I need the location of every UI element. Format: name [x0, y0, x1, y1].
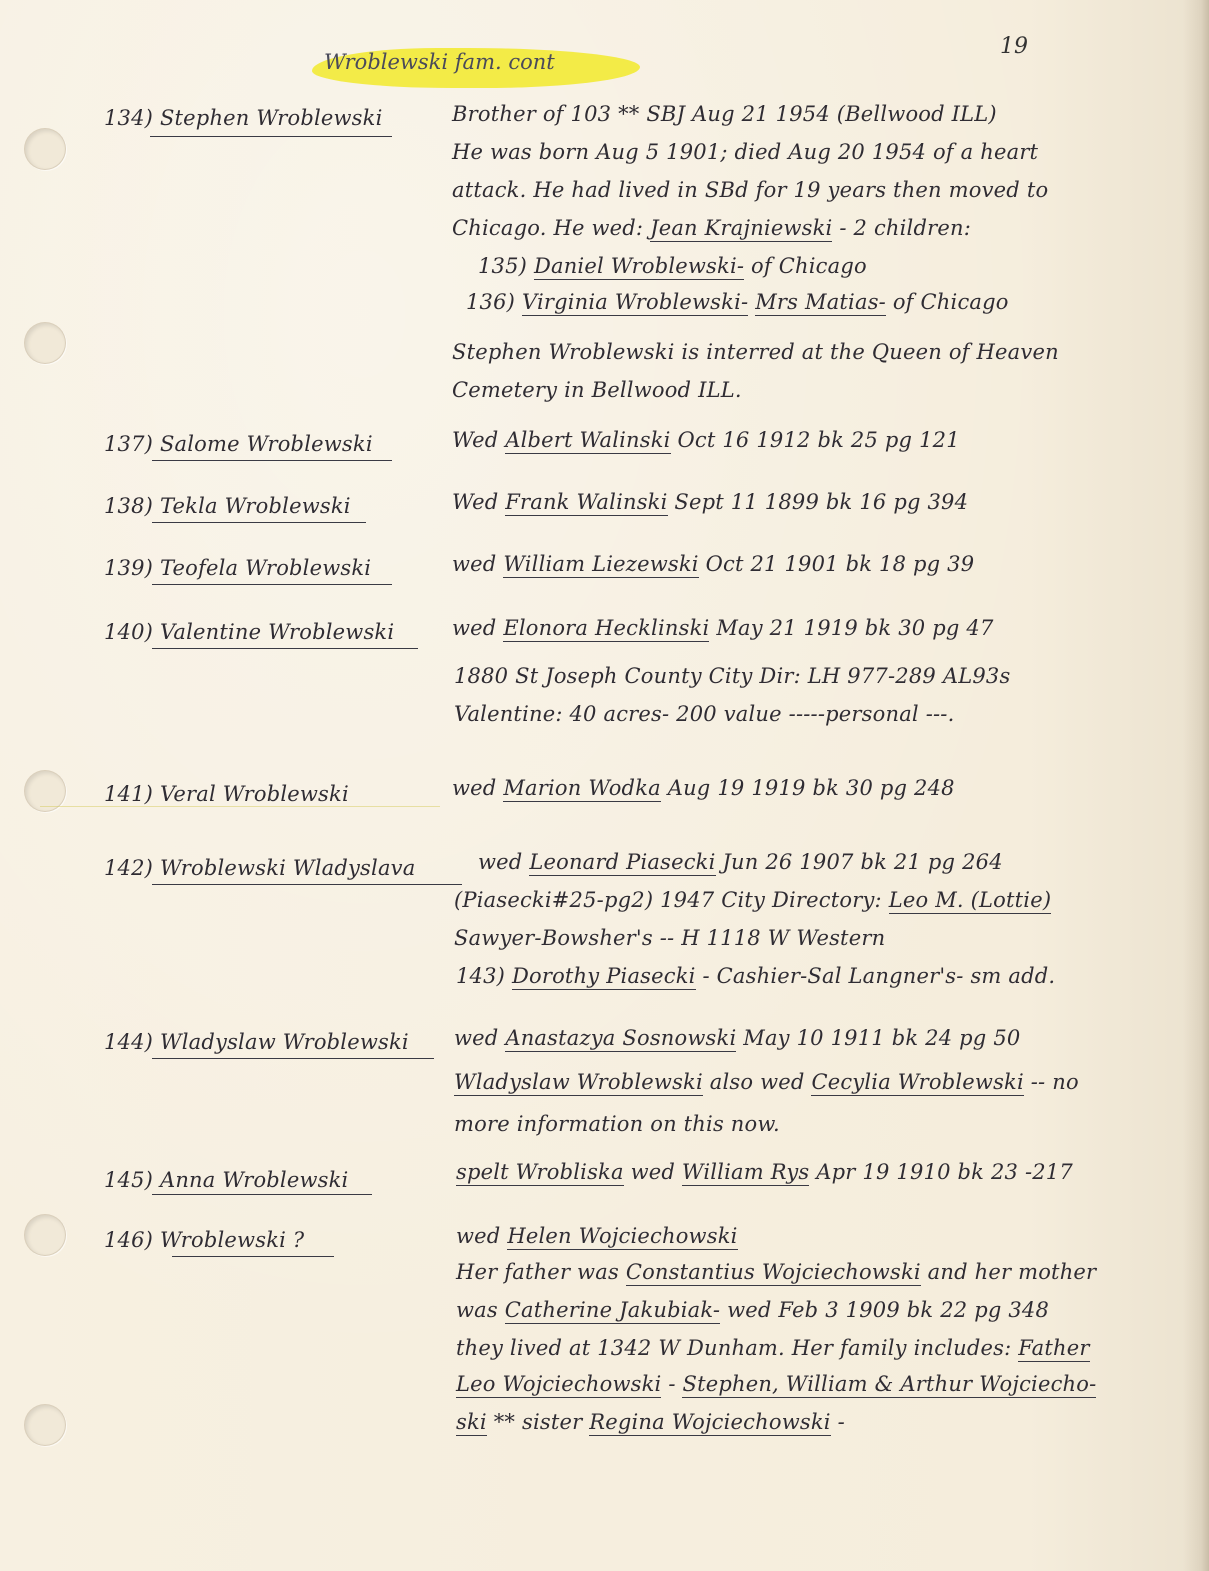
binder-hole-4 [24, 1214, 66, 1256]
entry-134-line-5: Stephen Wroblewski is interred at the Queen of Heaven [452, 340, 1059, 364]
page-title [312, 42, 642, 94]
entry-140-name: 140) Valentine Wroblewski [104, 620, 395, 644]
entry-145-detail: spelt Wrobliska wed William Rys Apr 19 1910 bk 23 -217 [456, 1160, 1073, 1184]
entry-146-name-underline [172, 1256, 334, 1257]
entry-134-name-underline [150, 136, 392, 137]
entry-146-line-4: they lived at 1342 W Dunham. Her family includes: Father [456, 1336, 1090, 1360]
entry-144-line-3: more information on this now. [454, 1112, 780, 1136]
entry-144-line-2: Wladyslaw Wroblewski also wed Cecylia Wroblewski -- no [454, 1070, 1079, 1094]
entry-139-name-underline [152, 584, 392, 585]
entry-146-line-3: was Catherine Jakubiak- wed Feb 3 1909 bk 22 pg 348 [456, 1298, 1050, 1322]
entry-142-name: 142) Wroblewski Wladyslava [104, 856, 416, 880]
entry-142-name-underline [152, 884, 462, 885]
page-title-text: Wroblewski fam. cont [324, 50, 555, 74]
entry-141-detail: wed Marion Wodka Aug 19 1919 bk 30 pg 248 [452, 776, 955, 800]
binder-hole-1 [24, 128, 66, 170]
entry-144-name-underline [152, 1058, 434, 1059]
entry-134-line-1: Brother of 103 ** SBJ Aug 21 1954 (Bellwood ILL) [452, 102, 997, 126]
entry-142-line-2: (Piasecki#25-pg2) 1947 City Directory: Leo M. (Lottie) [454, 888, 1052, 912]
entry-146-line-2: Her father was Constantius Wojciechowski and her mother [456, 1260, 1097, 1284]
entry-146-line-5: Leo Wojciechowski - Stephen, William & Arthur Wojciecho- [456, 1372, 1097, 1396]
entry-138-name: 138) Tekla Wroblewski [104, 494, 351, 518]
entry-143-child: 143) Dorothy Piasecki - Cashier-Sal Langner's- sm add. [456, 964, 1056, 988]
binder-hole-5 [24, 1404, 66, 1446]
entry-136-child: 136) Virginia Wroblewski- Mrs Matias- of Chicago [466, 290, 1009, 314]
page-edge-shadow [1183, 0, 1209, 1571]
entry-146-line-1: wed Helen Wojciechowski [456, 1224, 738, 1248]
binder-hole-2 [24, 322, 66, 364]
entry-137-detail: Wed Albert Walinski Oct 16 1912 bk 25 pg 121 [452, 428, 960, 452]
entry-139-detail: wed William Liezewski Oct 21 1901 bk 18 pg 39 [452, 552, 975, 576]
entry-146-line-6: ski ** sister Regina Wojciechowski - [456, 1410, 845, 1434]
entry-140-line-2: 1880 St Joseph County City Dir: LH 977-289 AL93s [454, 664, 1011, 688]
entry-141-name: 141) Veral Wroblewski [104, 782, 349, 806]
entry-142-line-3: Sawyer-Bowsher's -- H 1118 W Western [454, 926, 886, 950]
entry-137-name: 137) Salome Wroblewski [104, 432, 373, 456]
entry-142-detail: wed Leonard Piasecki Jun 26 1907 bk 21 pg 264 [478, 850, 1003, 874]
entry-144-name: 144) Wladyslaw Wroblewski [104, 1030, 409, 1054]
page-number: 19 [1000, 34, 1028, 59]
entry-138-name-underline [152, 522, 366, 523]
entry-134-name: 134) Stephen Wroblewski [104, 106, 383, 130]
entry-145-name: 145) Anna Wroblewski [104, 1168, 349, 1192]
entry-140-name-underline [152, 648, 418, 649]
entry-145-name-underline [152, 1194, 372, 1195]
faint-ruled-line [40, 806, 440, 807]
entry-146-name: 146) Wroblewski ? [104, 1228, 305, 1252]
entry-140-detail: wed Elonora Hecklinski May 21 1919 bk 30 pg 47 [452, 616, 994, 640]
entry-134-line-6: Cemetery in Bellwood ILL. [452, 378, 742, 402]
entry-135-child: 135) Daniel Wroblewski- of Chicago [478, 254, 867, 278]
entry-140-line-3: Valentine: 40 acres- 200 value -----personal ---. [454, 702, 955, 726]
entry-134-line-4: Chicago. He wed: Jean Krajniewski - 2 children: [452, 216, 971, 240]
entry-144-detail: wed Anastazya Sosnowski May 10 1911 bk 24 pg 50 [454, 1026, 1021, 1050]
entry-134-line-3: attack. He had lived in SBd for 19 years then moved to [452, 178, 1049, 202]
entry-137-name-underline [152, 460, 392, 461]
entry-134-line-2: He was born Aug 5 1901; died Aug 20 1954 of a heart [452, 140, 1039, 164]
entry-139-name: 139) Teofela Wroblewski [104, 556, 372, 580]
entry-138-detail: Wed Frank Walinski Sept 11 1899 bk 16 pg 394 [452, 490, 969, 514]
